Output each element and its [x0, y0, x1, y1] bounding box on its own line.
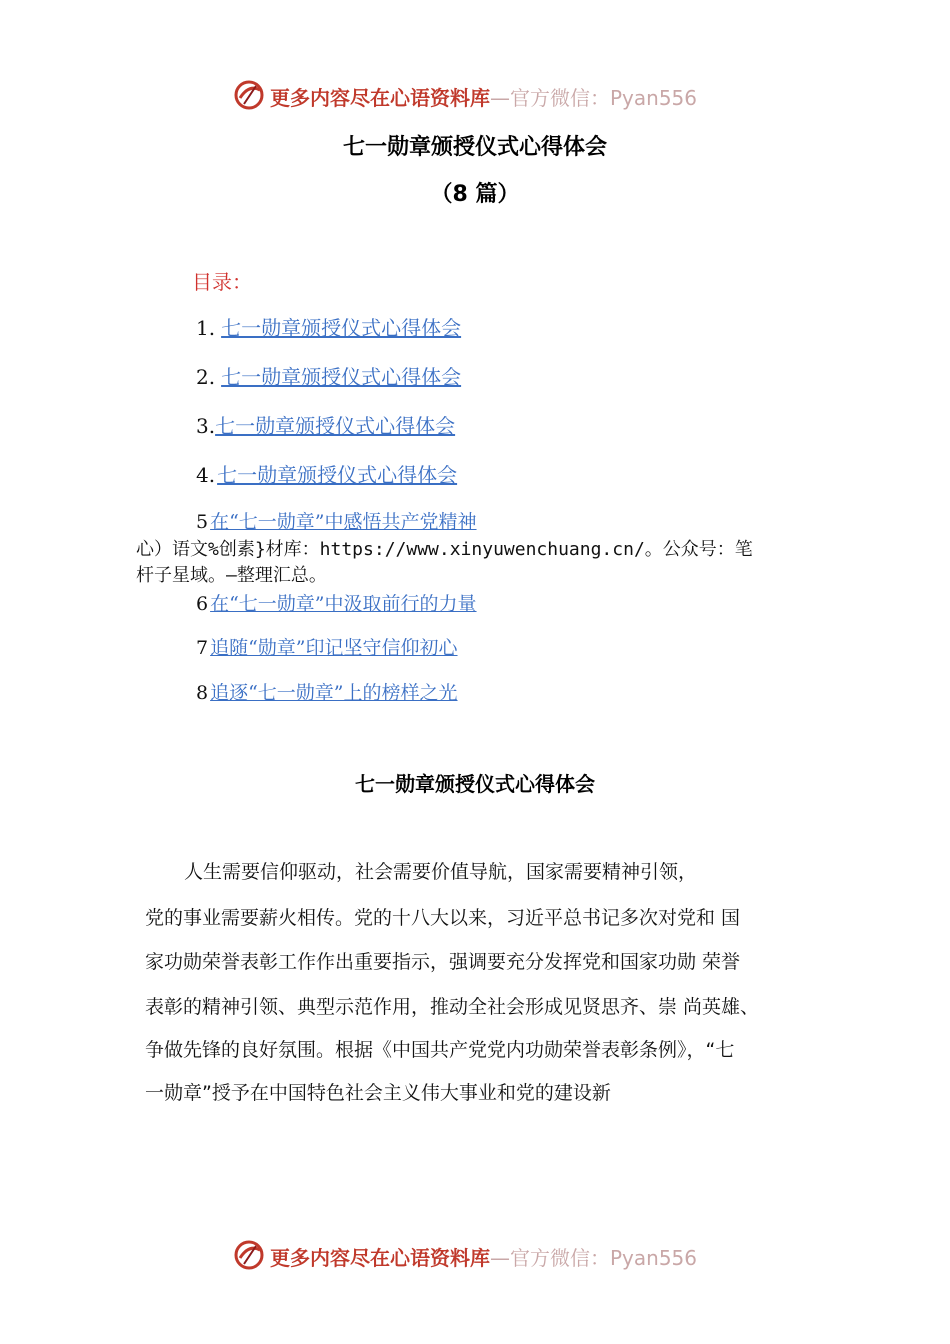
toc-link[interactable]: 在“七一勋章”中感悟共产党精神 — [210, 511, 477, 533]
banner-separator: — — [490, 86, 510, 110]
footer-banner — [0, 1234, 950, 1274]
banner-text — [270, 1242, 697, 1271]
toc-item-number: 8 — [196, 682, 209, 704]
body-line: 争做先锋的良好氛围。根据《中国共产党党内功勋荣誉表彰条例》，“七 — [145, 1039, 735, 1061]
toc-label: 目录： — [192, 270, 252, 294]
toc-item[interactable] — [196, 507, 477, 534]
body-line: 一勋章”授予在中国特色社会主义伟大事业和党的建设新 — [145, 1082, 611, 1104]
banner-text — [270, 82, 697, 111]
toc-item[interactable] — [196, 410, 455, 439]
toc-item[interactable] — [196, 361, 461, 390]
brand-logo-icon — [232, 78, 266, 112]
toc-link[interactable]: 在“七一勋章”中汲取前行的力量 — [210, 593, 477, 615]
body-line: 家功勋荣誉表彰工作作出重要指示，强调要充分发挥党和国家功勋 荣誉 — [145, 951, 741, 973]
toc-item-number: 2. — [196, 365, 216, 389]
section-title: 七一勋章颁授仪式心得体会 — [355, 772, 595, 796]
body-line: 表彰的精神引领、典型示范作用，推动全社会形成见贤思齐、崇 尚英雄、 — [145, 996, 760, 1018]
page-subtitle: （8 篇） — [430, 182, 520, 207]
banner-separator: — — [490, 1246, 510, 1270]
toc-link[interactable]: 七一勋章颁授仪式心得体会 — [221, 316, 462, 340]
source-note-line1: 心）语文%创素}材库：https://www.xinyuwenchuang.cn/。公众号：笔 — [136, 539, 753, 560]
toc-item-number: 7 — [196, 637, 209, 659]
toc-link[interactable]: 七一勋章颁授仪式心得体会 — [221, 365, 462, 389]
toc-item-number: 4. — [196, 463, 216, 487]
brand-logo-icon — [232, 1238, 266, 1272]
toc-link[interactable]: 七一勋章颁授仪式心得体会 — [217, 463, 458, 487]
body-line: 党的事业需要薪火相传。党的十八大以来，习近平总书记多次对党和 国 — [145, 907, 741, 929]
header-banner — [0, 74, 950, 114]
toc-item-number: 5 — [196, 511, 209, 533]
toc-item[interactable] — [196, 678, 458, 705]
source-note-line2: 杆子星域。—整理汇总。 — [136, 565, 327, 586]
toc-link[interactable]: 追逐“七一勋章”上的榜样之光 — [210, 682, 458, 704]
banner-wechat: 官方微信：Pyan556 — [510, 1246, 698, 1270]
page-title: 七一勋章颁授仪式心得体会 — [342, 135, 607, 160]
banner-brand: 更多内容尽在心语资料库 — [270, 1246, 490, 1270]
banner-wechat: 官方微信：Pyan556 — [510, 86, 698, 110]
toc-item[interactable] — [196, 459, 457, 488]
toc-item-number: 1. — [196, 316, 216, 340]
toc-item-number: 6 — [196, 593, 209, 615]
toc-link[interactable]: 追随“勋章”印记坚守信仰初心 — [210, 637, 458, 659]
toc-link[interactable]: 七一勋章颁授仪式心得体会 — [215, 414, 456, 438]
toc-item-number: 3. — [196, 414, 216, 438]
toc-item[interactable] — [196, 589, 477, 616]
body-line: 人生需要信仰驱动，社会需要价值导航，国家需要精神引领， — [184, 861, 698, 883]
banner-brand: 更多内容尽在心语资料库 — [270, 86, 490, 110]
toc-item[interactable] — [196, 633, 458, 660]
toc-item[interactable] — [196, 312, 461, 341]
